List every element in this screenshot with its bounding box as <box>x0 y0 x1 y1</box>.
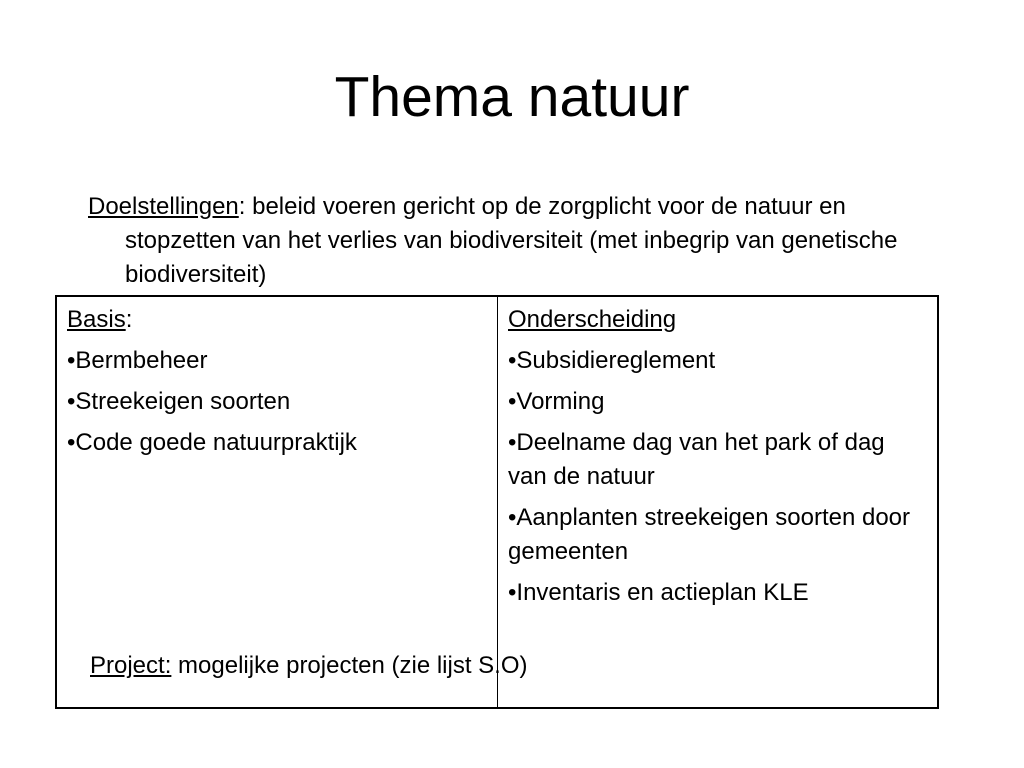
basis-item: •Code goede natuurpraktijk <box>67 429 357 456</box>
objectives-paragraph <box>88 190 925 292</box>
onderscheiding-column <box>508 303 928 617</box>
project-text: mogelijke projecten (zie lijst S.O) <box>171 652 528 679</box>
measures-table <box>55 295 939 709</box>
objectives-text: : beleid voeren gericht op de zorgplicht voor de natuur en stopzetten van het verlies van biodiversiteit (met inbegrip van genetische biodiversiteit) <box>125 193 898 288</box>
onderscheiding-item: •Inventaris en actieplan KLE <box>508 579 809 606</box>
column-divider <box>497 297 498 707</box>
basis-heading: Basis <box>67 306 126 333</box>
onderscheiding-item: •Deelname dag van het park of dag van de natuur <box>508 429 885 490</box>
slide-title: Thema natuur <box>334 65 690 129</box>
objectives-label: Doelstellingen <box>88 193 239 220</box>
onderscheiding-item: •Subsidiereglement <box>508 347 716 374</box>
basis-item: •Bermbeheer <box>67 347 208 374</box>
onderscheiding-heading-line <box>508 303 928 337</box>
project-label: Project: <box>90 652 172 679</box>
onderscheiding-heading: Onderscheiding <box>508 306 677 333</box>
basis-column <box>67 303 487 467</box>
basis-heading-colon: : <box>125 306 133 333</box>
project-line <box>90 649 528 683</box>
onderscheiding-item: •Vorming <box>508 388 605 415</box>
basis-item: •Streekeigen soorten <box>67 388 291 415</box>
onderscheiding-item: •Aanplanten streekeigen soorten door gemeenten <box>508 504 911 565</box>
basis-heading-line <box>67 303 487 337</box>
